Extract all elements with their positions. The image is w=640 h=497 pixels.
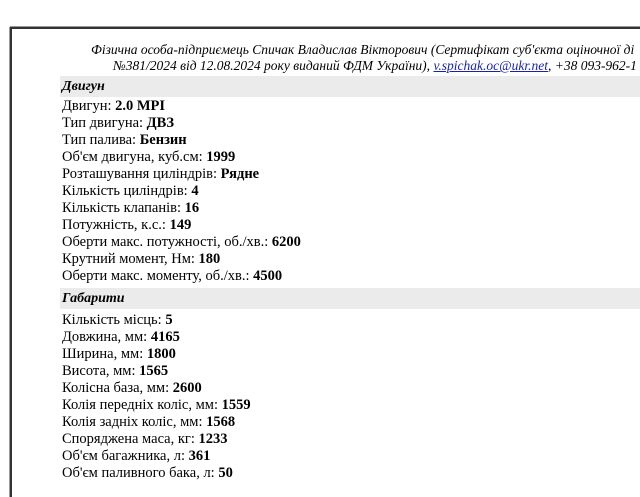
spec-row bbox=[62, 346, 251, 363]
spec-label: Об'єм паливного бака, л: bbox=[62, 465, 219, 481]
spec-label: Потужність, к.с.: bbox=[62, 217, 170, 233]
spec-value: 1568 bbox=[206, 414, 236, 430]
spec-label: Висота, мм: bbox=[62, 363, 140, 379]
spec-value: 1233 bbox=[198, 431, 228, 447]
spec-label: Довжина, мм: bbox=[62, 329, 151, 345]
spec-label: Крутний момент, Нм: bbox=[62, 251, 199, 267]
spec-label: Споряджена маса, кг: bbox=[62, 431, 199, 447]
spec-label: Тип двигуна: bbox=[62, 115, 147, 131]
certificate-text: №381/2024 від 12.08.2024 року виданий ФДМ України), bbox=[113, 58, 434, 73]
engine-spec-list bbox=[62, 98, 301, 285]
spec-row bbox=[62, 149, 301, 166]
spec-label: Колія передніх коліс, мм: bbox=[62, 397, 222, 413]
spec-row bbox=[62, 465, 251, 482]
spec-row bbox=[62, 414, 251, 431]
spec-label: Колія задніх коліс, мм: bbox=[62, 414, 207, 430]
spec-label: Тип палива: bbox=[62, 132, 140, 148]
appraiser-header bbox=[0, 42, 640, 76]
spec-row bbox=[62, 251, 301, 268]
spec-label: Колісна база, мм: bbox=[62, 380, 173, 396]
spec-value: 1559 bbox=[221, 397, 251, 413]
spec-row bbox=[62, 115, 301, 132]
dimensions-spec-list bbox=[62, 312, 251, 482]
spec-row bbox=[62, 312, 251, 329]
spec-value: 4500 bbox=[253, 268, 283, 284]
spec-row bbox=[62, 234, 301, 251]
spec-value: 149 bbox=[169, 217, 192, 233]
spec-value: Бензин bbox=[139, 132, 187, 148]
spec-value: 2.0 MPI bbox=[115, 98, 166, 114]
spec-value: 2600 bbox=[172, 380, 202, 396]
spec-value: 50 bbox=[218, 465, 233, 481]
spec-label: Кількість циліндрів: bbox=[62, 183, 192, 199]
spec-label: Кількість місць: bbox=[62, 312, 166, 328]
spec-value: 1800 bbox=[146, 346, 176, 362]
spec-label: Двигун: bbox=[62, 98, 116, 114]
spec-value: 1565 bbox=[139, 363, 169, 379]
spec-row bbox=[62, 431, 251, 448]
spec-value: 6200 bbox=[271, 234, 301, 250]
spec-label: Об'єм двигуна, куб.см: bbox=[62, 149, 207, 165]
spec-row bbox=[62, 329, 251, 346]
spec-row bbox=[62, 217, 301, 234]
spec-row bbox=[62, 200, 301, 217]
spec-row bbox=[62, 166, 301, 183]
spec-row bbox=[62, 98, 301, 115]
spec-value: 1999 bbox=[206, 149, 236, 165]
spec-row bbox=[62, 268, 301, 285]
spec-label: Кількість клапанів: bbox=[62, 200, 185, 216]
spec-row bbox=[62, 132, 301, 149]
spec-row bbox=[62, 448, 251, 465]
spec-value: 180 bbox=[198, 251, 221, 267]
spec-row bbox=[62, 380, 251, 397]
spec-value: 4 bbox=[191, 183, 199, 199]
spec-row bbox=[62, 363, 251, 380]
spec-label: Оберти макс. моменту, об./хв.: bbox=[62, 268, 254, 284]
header-line-1: Фізична особа-підприємець Спичак Владислав Вікторович (Сертифікат суб'єкта оціночної ді bbox=[91, 42, 635, 57]
spec-value: ДВЗ bbox=[146, 115, 174, 131]
email-link[interactable]: v.spichak.oc@ukr.net bbox=[433, 58, 548, 73]
spec-label: Оберти макс. потужності, об./хв.: bbox=[62, 234, 272, 250]
spec-value: Рядне bbox=[220, 166, 260, 182]
phone-text: , +38 093-962-1 bbox=[547, 58, 637, 73]
spec-label: Об'єм багажника, л: bbox=[62, 448, 189, 464]
spec-value: 361 bbox=[188, 448, 211, 464]
spec-value: 5 bbox=[165, 312, 173, 328]
spec-label: Розташування циліндрів: bbox=[62, 166, 221, 182]
spec-value: 4165 bbox=[150, 329, 180, 345]
spec-value: 16 bbox=[184, 200, 200, 216]
header-line-2 bbox=[113, 58, 637, 74]
spec-label: Ширина, мм: bbox=[62, 346, 147, 362]
section-header-engine: Двигун bbox=[60, 76, 640, 97]
spec-row bbox=[62, 397, 251, 414]
section-header-dimensions: Габарити bbox=[60, 288, 640, 309]
spec-row bbox=[62, 183, 301, 200]
